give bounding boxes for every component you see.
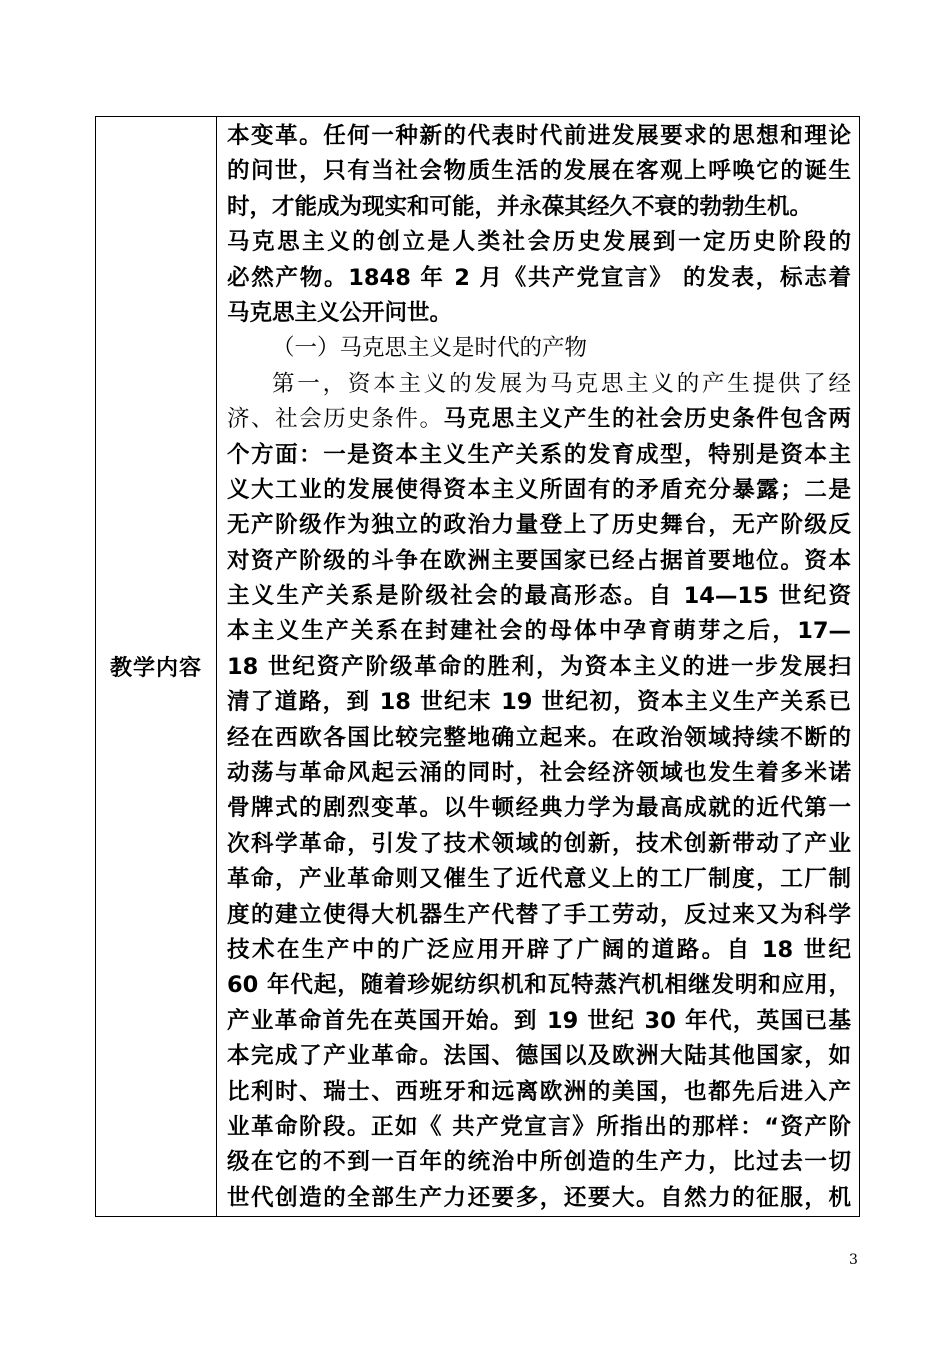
text-line	[227, 862, 851, 897]
text-segment: 本主义生产关系在封建社会的母体中孕育萌芽之后，17—	[227, 618, 851, 645]
text-line	[227, 402, 851, 437]
text-line	[227, 438, 851, 473]
text-segment: 级在它的不到一百年的统治中所创造的生产力，比过去一切	[227, 1149, 851, 1176]
text-segment: 产业革命首先在英国开始。到 19 世纪 30 年代，英国已基	[227, 1007, 851, 1034]
text-line	[227, 1004, 851, 1039]
text-segment: 时，才能成为现实和可能，并永葆其经久不衰的勃勃生机。	[227, 193, 813, 220]
text-segment: 60 年代起，随着珍妮纺织机和瓦特蒸汽机相继发明和应用，	[227, 972, 851, 999]
text-segment: 业革命阶段。正如《 共产党宣言》所指出的那样：“资产阶	[227, 1113, 851, 1140]
text-segment: 第一，资本主义的发展为马克思主义的产生提供了经	[272, 370, 851, 397]
text-segment: 世代创造的全部生产力还要多，还要大。自然力的征服，机	[227, 1184, 851, 1211]
text-segment: 本变革。任何一种新的代表时代前进发展要求的思想和理论	[227, 123, 851, 149]
text-line	[227, 791, 851, 826]
text-line	[227, 1181, 851, 1216]
text-line	[227, 1110, 851, 1145]
text-line	[227, 685, 851, 720]
text-line	[227, 367, 851, 402]
text-line	[227, 650, 851, 685]
text-segment: 济、社会历史条件。	[227, 406, 444, 433]
text-segment: 本完成了产业革命。法国、德国以及欧洲大陆其他国家，如	[227, 1043, 851, 1070]
text-line	[227, 508, 851, 543]
text-segment: 革命，产业革命则又催生了近代意义上的工厂制度，工厂制	[227, 866, 851, 893]
text-segment: 18 世纪资产阶级革命的胜利，为资本主义的进一步发展扫	[227, 653, 851, 680]
text-body	[227, 119, 851, 1216]
text-segment: 次科学革命，引发了技术领域的创新，技术创新带动了产业	[227, 830, 851, 857]
text-segment: 技术在生产中的广泛应用开辟了广阔的道路。自 18 世纪	[227, 936, 851, 963]
text-line	[227, 827, 851, 862]
text-segment: 主义生产关系是阶级社会的最高形态。自 14—15 世纪资	[227, 583, 851, 610]
text-line	[227, 614, 851, 649]
text-line	[227, 721, 851, 756]
text-line	[227, 898, 851, 933]
row-label: 教学内容	[109, 656, 202, 682]
text-segment: 度的建立使得大机器生产代替了手工劳动，反过来又为科学	[227, 901, 851, 928]
text-segment: 骨牌式的剧烈变革。以牛顿经典力学为最高成就的近代第一	[227, 795, 851, 822]
text-line	[227, 261, 851, 296]
text-segment: 马克思主义的创立是人类社会历史发展到一定历史阶段的	[227, 229, 851, 256]
text-segment: 个方面：一是资本主义生产关系的发育成型，特别是资本主	[227, 441, 851, 468]
text-line	[227, 154, 851, 189]
text-line	[227, 579, 851, 614]
text-line	[227, 473, 851, 508]
text-line	[227, 119, 851, 154]
text-line	[227, 331, 851, 366]
text-segment: 义大工业的发展使得资本主义所固有的矛盾充分暴露；二是	[227, 476, 851, 503]
text-line	[227, 190, 851, 225]
table-row	[96, 117, 860, 1217]
text-segment: 必然产物。1848 年 2 月《共产党宣言》 的发表，标志着	[227, 264, 851, 291]
text-segment: 对资产阶级的斗争在欧洲主要国家已经占据首要地位。资本	[227, 547, 851, 574]
text-segment: 马克思主义产生的社会历史条件包含两	[443, 406, 851, 433]
text-line	[227, 1145, 851, 1180]
text-line	[227, 544, 851, 579]
text-line	[227, 1039, 851, 1074]
page-number: 3	[849, 1252, 858, 1268]
text-line	[227, 756, 851, 791]
text-line	[227, 1075, 851, 1110]
text-segment: 经在西欧各国比较完整地确立起来。在政治领域持续不断的	[227, 724, 851, 751]
text-segment: 的问世，只有当社会物质生活的发展在客观上呼唤它的诞生	[227, 158, 851, 185]
text-line	[227, 225, 851, 260]
text-line	[227, 933, 851, 968]
text-segment: 无产阶级作为独立的政治力量登上了历史舞台，无产阶级反	[227, 512, 851, 539]
text-segment: 比利时、瑞士、西班牙和远离欧洲的美国，也都先后进入产	[227, 1078, 851, 1105]
text-line	[227, 296, 851, 331]
text-segment: （一）马克思主义是时代的产物	[272, 335, 588, 362]
content-table	[95, 116, 860, 1217]
row-content-cell	[217, 117, 860, 1217]
row-label-cell	[96, 117, 217, 1217]
text-line	[227, 968, 851, 1003]
text-segment: 清了道路，到 18 世纪末 19 世纪初，资本主义生产关系已	[227, 689, 851, 716]
text-segment: 动荡与革命风起云涌的同时，社会经济领域也发生着多米诺	[227, 760, 851, 787]
text-segment: 马克思主义公开问世。	[227, 299, 453, 326]
